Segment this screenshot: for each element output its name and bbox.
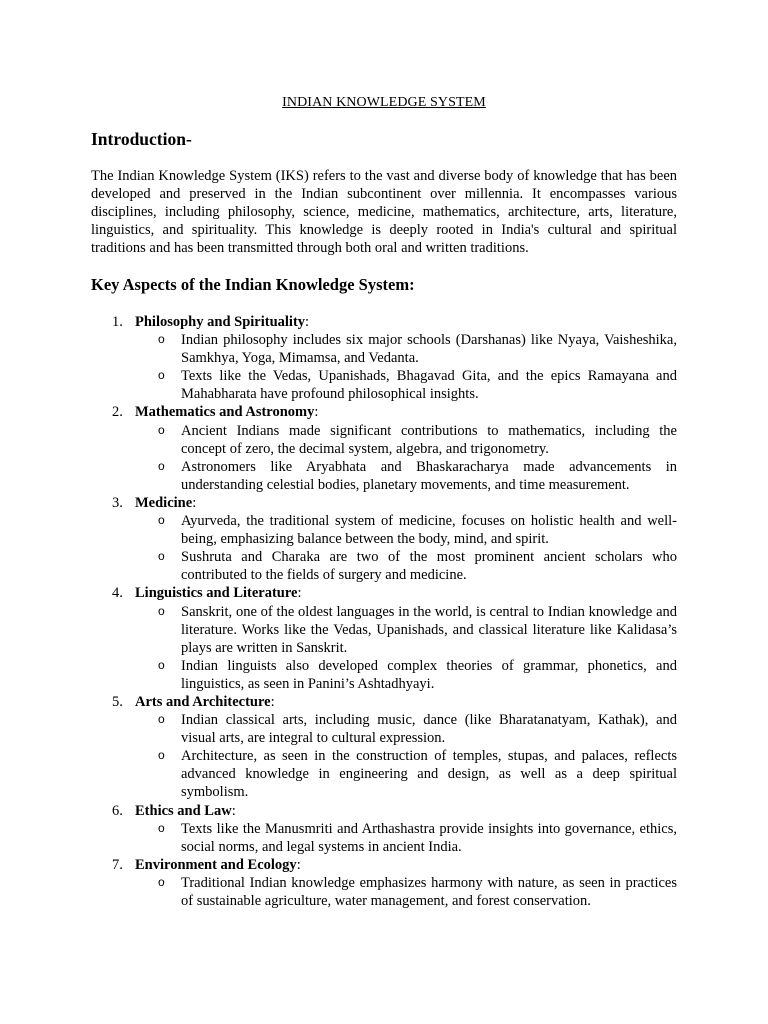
aspect-item xyxy=(91,802,677,856)
aspect-heading xyxy=(91,856,677,874)
aspect-title: Ethics and Law xyxy=(135,802,232,819)
aspect-point-text: Texts like the Vedas, Upanishads, Bhagavad Gita, and the epics Ramayana and Mahabharata have profound philosophical insights. xyxy=(181,368,677,403)
bullet-icon: o xyxy=(158,657,165,672)
aspect-point-text: Astronomers like Aryabhata and Bhaskaracharya made advancements in understanding celestial bodies, planetary movements, and time measurement. xyxy=(181,458,677,493)
introduction-paragraph: The Indian Knowledge System (IKS) refers to the vast and diverse body of knowledge that has been developed and preserved in the Indian subcontinent over millennia. It encompasses various disciplines, including philosophy, science, medicine, mathematics, architecture, arts, literature, linguistics, and spirituality. This knowledge is deeply rooted in India's cultural and spiritual traditions and has been transmitted through both oral and written traditions. xyxy=(91,168,677,257)
aspect-number: 6. xyxy=(112,802,123,819)
key-aspects-list xyxy=(91,313,677,910)
aspect-point-text: Ayurveda, the traditional system of medicine, focuses on holistic health and well-being, emphasizing balance between the body, mind, and spirit. xyxy=(181,513,677,548)
aspect-point xyxy=(91,874,677,910)
aspect-title: Linguistics and Literature xyxy=(135,585,298,602)
aspect-item xyxy=(91,693,677,802)
aspect-points xyxy=(91,874,677,910)
aspect-title: Philosophy and Spirituality xyxy=(135,314,306,330)
aspect-colon: : xyxy=(231,802,236,819)
aspect-item xyxy=(91,494,677,584)
aspect-heading xyxy=(91,494,677,512)
aspect-point xyxy=(91,422,677,458)
bullet-icon: o xyxy=(158,422,165,437)
aspect-point xyxy=(91,711,677,747)
aspect-colon: : xyxy=(192,494,197,511)
bullet-icon: o xyxy=(158,368,165,383)
bullet-icon: o xyxy=(158,748,165,763)
aspect-point xyxy=(91,603,677,657)
aspect-item xyxy=(91,584,677,693)
aspect-colon: : xyxy=(297,585,302,602)
aspect-number: 5. xyxy=(112,693,123,710)
aspect-point-text: Indian philosophy includes six major schools (Darshanas) like Nyaya, Vaisheshika, Samkhya, Yoga, Mimamsa, and Vedanta. xyxy=(181,332,677,367)
aspect-number: 2. xyxy=(112,404,123,421)
aspect-point-text: Sushruta and Charaka are two of the most prominent ancient scholars who contributed to the fields of surgery and medicine. xyxy=(181,549,677,584)
introduction-heading: Introduction- xyxy=(91,129,192,149)
aspect-colon: : xyxy=(305,314,310,330)
document-title: INDIAN KNOWLEDGE SYSTEM xyxy=(282,95,486,110)
aspect-title: Mathematics and Astronomy xyxy=(135,404,315,421)
bullet-icon: o xyxy=(158,603,165,618)
aspect-point xyxy=(91,657,677,693)
aspect-item xyxy=(91,403,677,493)
bullet-icon: o xyxy=(158,332,165,347)
aspect-heading xyxy=(91,802,677,820)
aspect-number: 7. xyxy=(112,856,123,873)
aspect-point-text: Texts like the Manusmriti and Arthashastra provide insights into governance, ethics, social norms, and legal systems in ancient India. xyxy=(181,820,677,855)
key-aspects-heading: Key Aspects of the Indian Knowledge System: xyxy=(91,275,415,294)
aspect-points xyxy=(91,512,677,584)
aspect-points xyxy=(91,603,677,693)
aspect-point-text: Traditional Indian knowledge emphasizes harmony with nature, as seen in practices of sustainable agriculture, water management, and forest conservation. xyxy=(181,874,677,909)
aspect-colon: : xyxy=(270,693,275,710)
aspect-points xyxy=(91,422,677,494)
bullet-icon: o xyxy=(158,458,165,473)
aspect-point-text: Indian linguists also developed complex theories of grammar, phonetics, and linguistics, as seen in Panini’s Ashtadhyayi. xyxy=(181,657,677,692)
aspect-colon: : xyxy=(296,856,301,873)
aspect-point xyxy=(91,367,677,403)
aspect-title: Medicine xyxy=(135,494,193,511)
aspect-point xyxy=(91,548,677,584)
aspect-heading xyxy=(91,584,677,602)
aspect-heading xyxy=(91,403,677,421)
aspect-item xyxy=(91,313,677,403)
aspect-heading xyxy=(91,313,677,331)
aspect-point xyxy=(91,331,677,367)
aspect-title: Environment and Ecology xyxy=(135,856,297,873)
aspect-colon: : xyxy=(314,404,319,421)
aspect-point xyxy=(91,512,677,548)
aspect-point xyxy=(91,747,677,801)
aspect-number: 4. xyxy=(112,585,123,602)
bullet-icon: o xyxy=(158,549,165,564)
aspect-point-text: Architecture, as seen in the construction of temples, stupas, and palaces, reflects advanced knowledge in engineering and design, as well as a deep spiritual symbolism. xyxy=(181,748,677,801)
aspect-point-text: Sanskrit, one of the oldest languages in the world, is central to Indian knowledge and literature. Works like the Vedas, Upanishads, and classical literature like Kalidasa’s plays are written in Sanskrit. xyxy=(181,603,677,656)
aspect-number: 3. xyxy=(112,494,123,511)
aspect-point-text: Indian classical arts, including music, dance (like Bharatanatyam, Kathak), and visual arts, are integral to cultural expression. xyxy=(181,712,677,747)
bullet-icon: o xyxy=(158,712,165,727)
aspect-point-text: Ancient Indians made significant contributions to mathematics, including the concept of zero, the decimal system, algebra, and trigonometry. xyxy=(181,422,677,457)
bullet-icon: o xyxy=(158,513,165,528)
bullet-icon: o xyxy=(158,820,165,835)
aspect-points xyxy=(91,711,677,801)
aspect-title: Arts and Architecture xyxy=(135,693,271,710)
aspect-point xyxy=(91,458,677,494)
aspect-item xyxy=(91,856,677,910)
aspect-points xyxy=(91,820,677,856)
bullet-icon: o xyxy=(158,874,165,889)
aspect-number: 1. xyxy=(112,314,123,330)
aspect-points xyxy=(91,331,677,403)
aspect-point xyxy=(91,820,677,856)
aspect-heading xyxy=(91,693,677,711)
